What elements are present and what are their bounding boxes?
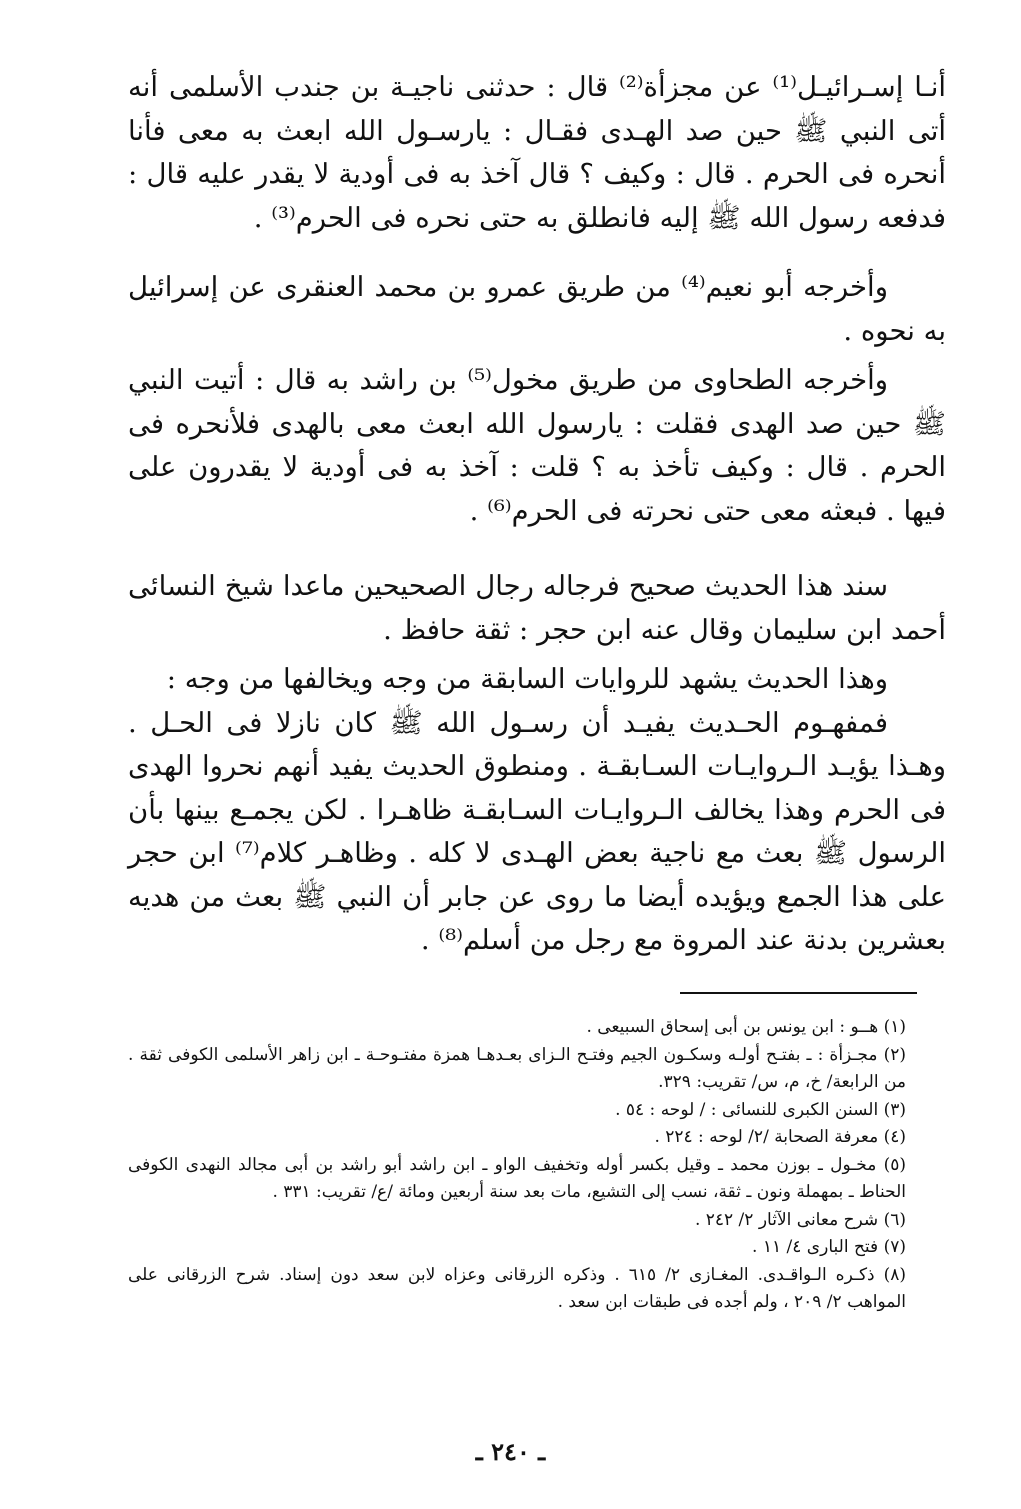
main-text	[128, 66, 946, 963]
footnote-2: (٢) مجـزأة : ـ بفتـح أولـه وسكـون الجيم وفتـح الـزاى بعـدهـا همزة مفتـوحـة ـ ابن زاهر الأسلمى الكوفى ثقة . من الرابعة/ خ، م، س/ تقريب: ٣٢٩.	[128, 1044, 906, 1092]
paragraph-sanad: سند هذا الحديث صحيح فرجاله رجال الصحيحين ماعدا شيخ النسائى أحمد ابن سليمان وقال عنه ابن حجر : ثقة حافظ .	[128, 570, 946, 646]
paragraph-abu-nuaym: وأخرجه أبو نعيم⁽⁴⁾ من طريق عمرو بن محمد العنقرى عن إسرائيل به نحوه .	[128, 271, 946, 347]
footnote-4: (٤) معرفة الصحابة /٢/ لوحه : ٢٢٤ .	[654, 1127, 906, 1147]
paragraph-tahawi: وأخرجه الطحاوى من طريق مخول⁽⁵⁾ بن راشد به قال : أتيت النبي ﷺ حين صد الهدى فقلت : يارسول الله ابعث معى بالهدى فلأنحره فى الحرم . قال : وكيف تأخذ به ؟ قلت : آخذ به فى أودية لا يقدرون على فيها . فبعثه معى حتى نحرته فى الحرم⁽⁶⁾ .	[128, 364, 946, 527]
footnote-divider	[680, 992, 917, 994]
paragraph-hadith-isnad: أنـا إسـرائيـل⁽¹⁾ عن مجزأة⁽²⁾ قال : حدثنى ناجيـة بن جندب الأسلمى أنه أتى النبي ﷺ حين صد الهـدى فقـال : يارسـول الله ابعث به معى فأنا أنحره فى الحرم . قال : وكيف ؟ قال آخذ به فى أودية لا يقدر عليه قال : فدفعه رسول الله ﷺ إليه فانطلق به حتى نحره فى الحرم⁽³⁾ .	[128, 71, 946, 234]
footnote-3: (٣) السنن الكبرى للنسائى : / لوحه : ٥٤ .	[615, 1099, 906, 1120]
footnote-1: (١) هــو : ابن يونس بن أبى إسحاق السبيعى .	[586, 1017, 906, 1037]
paragraph-mafhum: فمفهـوم الحـديث يفيـد أن رسـول الله ﷺ كان نازلا فى الحـل . وهـذا يؤيـد الـروايـات السـابقـة . ومنطوق الحديث يفيد أنهم نحروا الهدى فى الحرم وهذا يخالف الـروايـات السـابقـة ظاهـرا . لكن يجمـع بينها بأن الرسول ﷺ بعث مع ناجية بعض الهـدى لا كله . وظاهـر كلام⁽⁷⁾ ابن حجر على هذا الجمع ويؤيده أيضا ما روى عن جابر أن النبي ﷺ بعث من هديه بعشرين بدنة عند المروة مع رجل من أسلم⁽⁸⁾ .	[128, 706, 946, 956]
footnote-7: (٧) فتح البارى ٤/ ١١ .	[752, 1237, 906, 1257]
footnote-6: (٦) شرح معانى الآثار ٢/ ٢٤٢ .	[694, 1209, 906, 1230]
paragraph-shahid: وهذا الحديث يشهد للروايات السابقة من وجه ويخالفها من وجه :	[166, 663, 888, 695]
footnotes	[128, 1014, 948, 1317]
footnote-8: (٨) ذكـره الـواقـدى. المغـازى ٢/ ٦١٥ . وذكره الزرقانى وعزاه لابن سعد دون إسناد. شرح الزرقانى على المواهب ٢/ ٢٠٩ ، ولم أجده فى طبقات ابن سعد .	[128, 1264, 906, 1312]
page-number: ـ ٢٤٠ ـ	[475, 1437, 546, 1466]
footnote-5: (٥) مخـول ـ بوزن محمد ـ وقيل بكسر أوله وتخفيف الواو ـ ابن راشد أبو راشد بن أبى مجالد النهدى الكوفى الحناط ـ بمهملة ونون ـ ثقة، نسب إلى التشيع، مات بعد سنة أربعين ومائة /ع/ تقريب: ٣٣١ .	[128, 1154, 906, 1202]
